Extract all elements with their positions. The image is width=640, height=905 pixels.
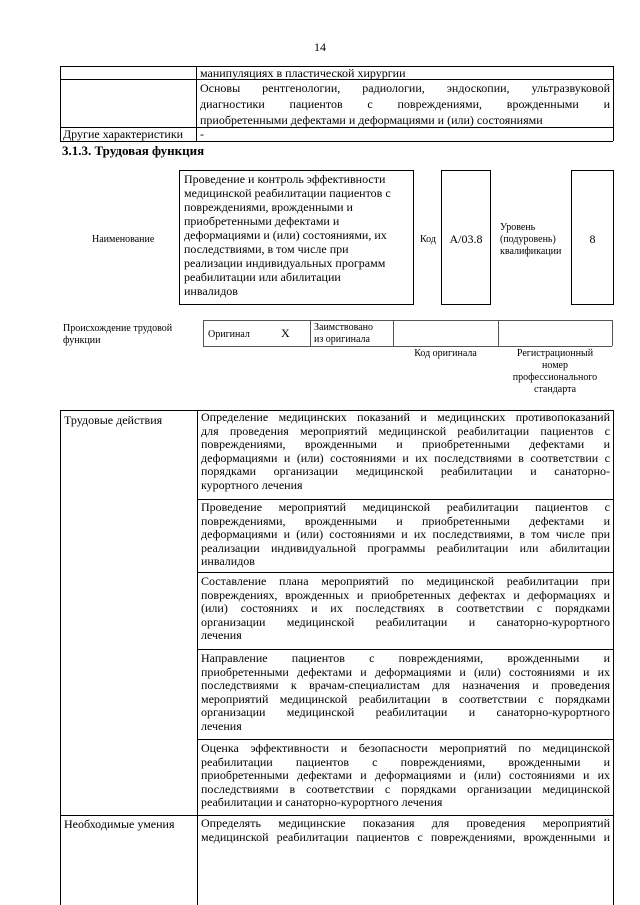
- action-item: [201, 652, 610, 733]
- action-line: реабилитации пациентов с повреждениями, врожденными и: [201, 754, 610, 769]
- level-label-line: (подуровень): [500, 234, 556, 245]
- original-label: Оригинал: [208, 329, 250, 340]
- skills-line: медицинской реабилитации пациентов с повреждениями, врожденными и: [201, 829, 610, 844]
- action-line: деформациями и (или) состояниями и их последствиями, в том числе при: [201, 527, 610, 541]
- section-title: 3.1.3. Трудовая функция: [62, 143, 205, 158]
- function-name-line: приобретенными дефектами и: [184, 214, 340, 228]
- action-line: Оценка эффективности и безопасности мероприятий по медицинской: [201, 741, 610, 755]
- action-line: Проведение мероприятий медицинской реабилитации пациентов с: [201, 500, 610, 514]
- function-name-line: реализации индивидуальных программ: [184, 256, 386, 270]
- action-line: реабилитации и санаторно-курортного лечения: [201, 795, 443, 809]
- action-line: приобретенными дефектами и деформациями и (или) состояниями и их: [201, 768, 610, 782]
- function-name-line: последствиями, в том числе при: [184, 242, 349, 256]
- action-line: приобретенными дефектами и деформациями и (или) состояниями и их: [201, 664, 610, 679]
- level-value: 8: [589, 232, 596, 246]
- page-number: 14: [314, 40, 326, 54]
- top-row2-line: Основы рентгенологии, радиологии, эндоскопии, ультразвуковой: [200, 81, 610, 95]
- action-line: организации медицинской реабилитации и санаторно-курортного: [201, 705, 610, 719]
- action-line: курортного лечения: [201, 477, 303, 492]
- action-line: лечения: [201, 628, 242, 642]
- action-line: Определение медицинских показаний и медицинских противопоказаний: [201, 410, 610, 424]
- action-line: Составление плана мероприятий по медицинской реабилитации при: [201, 574, 610, 588]
- action-line: (или) состояниях и их последствиях в соответствии с порядками: [201, 601, 610, 615]
- origin-label: [63, 323, 172, 347]
- function-name-line: медицинской реабилитации пациентов с: [184, 186, 391, 200]
- code-value: A/03.8: [449, 232, 483, 246]
- action-line: Направление пациентов с повреждениями, врожденными и: [201, 651, 610, 665]
- level-label-line: квалификации: [500, 246, 562, 257]
- top-row1-text: манипуляциях в пластической хирургии: [200, 66, 406, 80]
- level-label-line: Уровень: [500, 222, 536, 233]
- action-line: последствиями в соответствии с порядками организации медицинской: [201, 781, 610, 796]
- action-line: инвалидов: [201, 554, 255, 568]
- origin-label-line: Происхождение трудовой: [63, 323, 173, 334]
- skills-label: Необходимые умения: [64, 817, 175, 831]
- action-item: [201, 411, 610, 492]
- borrowed-label: [314, 322, 373, 346]
- action-line: порядками организации медицинской реабилитации и санаторно-: [201, 464, 610, 478]
- function-name-line: реабилитации или абилитации: [184, 270, 341, 284]
- function-name-line: Проведение и контроль эффективности: [184, 172, 386, 186]
- action-item: [201, 742, 610, 810]
- action-line: лечения: [201, 718, 242, 733]
- action-line: последствиями к врачам-специалистам для назначения и проведения: [201, 678, 610, 692]
- borrowed-label-line: Заимствовано: [314, 322, 373, 333]
- action-line: реализации индивидуальной программы реабилитации или абилитации: [201, 540, 610, 555]
- action-line: деформациями и (или) состояниями и их последствиями в соответствии с: [201, 450, 610, 465]
- action-line: организации медицинской реабилитации и санаторно-курортного: [201, 614, 610, 629]
- action-item: [201, 575, 610, 643]
- actions-label: Трудовые действия: [64, 413, 163, 427]
- reg-caption-line: Регистрационный: [516, 348, 594, 359]
- borrowed-label-line: из оригинала: [314, 334, 370, 345]
- level-label: [500, 222, 561, 258]
- skills-line: Определять медицинские показания для проведения мероприятий: [201, 816, 610, 830]
- action-line: мероприятий медицинской реабилитации в соответствии с порядками: [201, 691, 610, 706]
- original-mark: X: [281, 326, 290, 340]
- top-row2-line: приобретенными дефектами и деформациями и (или) состояниями: [200, 113, 543, 127]
- code-original-caption: Код оригинала: [414, 348, 477, 359]
- reg-number-caption: [498, 348, 612, 396]
- skills-text: [201, 817, 610, 844]
- reg-caption-line: номер: [542, 360, 568, 371]
- action-line: повреждениями, врожденными и приобретенными дефектами и: [201, 513, 610, 528]
- top-row2-text: [200, 81, 610, 127]
- name-label: Наименование: [92, 234, 155, 245]
- other-characteristics-value: -: [200, 127, 204, 141]
- action-line: повреждениях, врожденных и приобретенных дефектах и деформациях и: [201, 587, 610, 602]
- action-item: [201, 501, 610, 569]
- top-row2-line: диагностики пациентов с повреждениями, врожденными и: [200, 97, 610, 111]
- function-name-line: деформациями и (или) состояниями, их: [184, 228, 387, 242]
- other-characteristics-label: Другие характеристики: [63, 127, 184, 141]
- reg-caption-line: профессионального: [512, 372, 598, 383]
- reg-caption-line: стандарта: [533, 384, 577, 395]
- function-name-text: [184, 172, 412, 298]
- origin-label-line: функции: [63, 335, 101, 346]
- function-name-line: повреждениями, врожденными и: [184, 200, 353, 214]
- code-label: Код: [420, 234, 436, 245]
- action-line: повреждениями, врожденными и приобретенными дефектами и: [201, 437, 610, 451]
- function-name-line: инвалидов: [184, 284, 238, 298]
- action-line: для проведения мероприятий медицинской реабилитации пациентов с: [201, 423, 610, 438]
